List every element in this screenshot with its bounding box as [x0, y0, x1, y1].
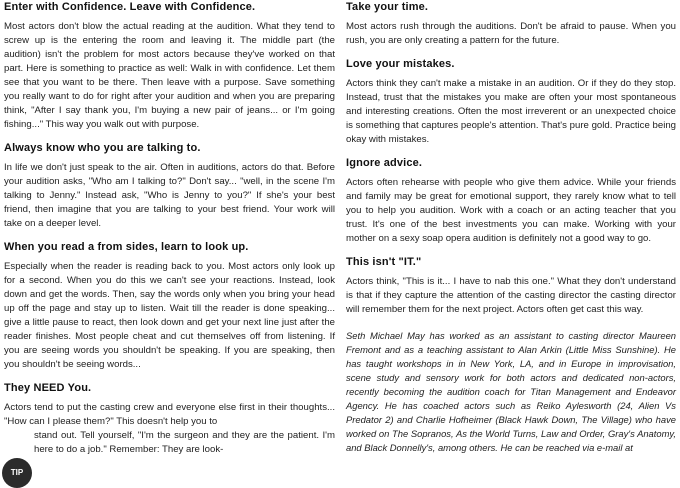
heading-they-need-you: They NEED You.: [4, 382, 92, 394]
tip-badge-logo: TIP: [2, 458, 32, 488]
paragraph-love-your-mistakes: Actors think they can't make a mistake in an audition. Or if they do they stop. Instead, trust that the mistakes you make are often your most spontaneous and interesting creations. Often the most irreverent or an unexpected choice is something that captures people's attention. That's pure gold. Practice being okay with mistakes.: [346, 78, 676, 145]
paragraph-learn-to-look-up: Especially when the reader is reading back to you. Most actors only look up for a second. When you do this we can't see your reactions. Instead, look down and get the words. Then, say the words only when you bring your head up off the page and stay up to listen. Wait till the reader is done speaking... give a little pause to react, then look down and get your next line just after the reader finishes. Most people cheat and cut themselves off from listening. If you are seeing words you shouldn't be speaking. If you are speaking, then you shouldn't be seeing words...: [4, 261, 335, 370]
heading-take-your-time: Take your time.: [346, 1, 429, 13]
paragraph-they-need-you-a: Actors tend to put the casting crew and everyone else first in their thoughts... "How can I please them?" This doesn't help you to: [4, 402, 335, 427]
paragraph-they-need-you-b: stand out. Tell yourself, "I'm the surgeon and they are the patient. I'm here to do a job." Remember: They are look-: [34, 430, 335, 455]
paragraph-enter-with-confidence: Most actors don't blow the actual reading at the audition. What they tend to screw up is the entering the room and leaving it. The middle part (the audition) isn't the problem for most actors because they've worked on that part. Here is something to practice as well: Walk in with confidence. Let them see that you want to be there. Then leave with a purpose. Save something you really want to do for right after your audition and when you are preparing think, "After I say thank you, I'm buying a new pair of jeans... or I'm going fishing..." This way you walk out with purpose.: [4, 21, 335, 130]
heading-learn-to-look-up: When you read a from sides, learn to look up.: [4, 241, 249, 253]
heading-ignore-advice: Ignore advice.: [346, 157, 423, 169]
left-column: [4, 0, 335, 457]
heading-love-your-mistakes: Love your mistakes.: [346, 58, 455, 70]
author-bio: Seth Michael May has worked as an assistant to casting director Maureen Fremont and as a teaching assistant to Alan Arkin (Little Miss Sunshine). He has taught workshops in in New York, LA, and in Europe in improvisation, scene study and sensory work for both actors and dedicated non-actors, recently becoming the audition coach for Titan Management and Endeavor Agency. He has coached actors such as Reiko Aylesworth (24, Alien Vs Predator 2) and Charlie Hofheimer (Black Hawk Down, The Village) who have worked on The Sopranos, As the World Turns, Law and Order, Gray's Anatomy, and Black Donnelly's, among others. He can be reached via e-mail at: [346, 330, 676, 453]
right-column: [346, 0, 676, 455]
heading-enter-with-confidence: Enter with Confidence. Leave with Confidence.: [4, 1, 256, 13]
paragraph-know-who-you-talk-to: In life we don't just speak to the air. Often in auditions, actors do that. Before your audition asks, "Who am I talking to?" Don't say... "well, in the scene I'm talking to Jenny." Instead ask, "Who is Jenny to you?" If she's your best friend, then imagine that you are talking to your best friend. Your work will take on a deeper level.: [4, 162, 335, 229]
heading-know-who-you-talk-to: Always know who you are talking to.: [4, 142, 201, 154]
paragraph-take-your-time: Most actors rush through the auditions. Don't be afraid to pause. When you rush, you are only creating a pattern for the future.: [346, 21, 676, 46]
paragraph-this-isnt-it: Actors think, "This is it... I have to nab this one." What they don't understand is that if they capture the attention of the casting director the casting director will remember them for the next project. Actors often get cast this way.: [346, 276, 676, 315]
paragraph-ignore-advice: Actors often rehearse with people who give them advice. While your friends and family may be great for emotional support, they rarely know what to tell you to help you audition. Work with a coach or an acting teacher that you trust. It's one of the best investments you can make. Working with your mother on a sexy soap opera audition is definitely not a good way to go.: [346, 177, 676, 244]
heading-this-isnt-it: This isn't "IT.": [346, 256, 422, 268]
